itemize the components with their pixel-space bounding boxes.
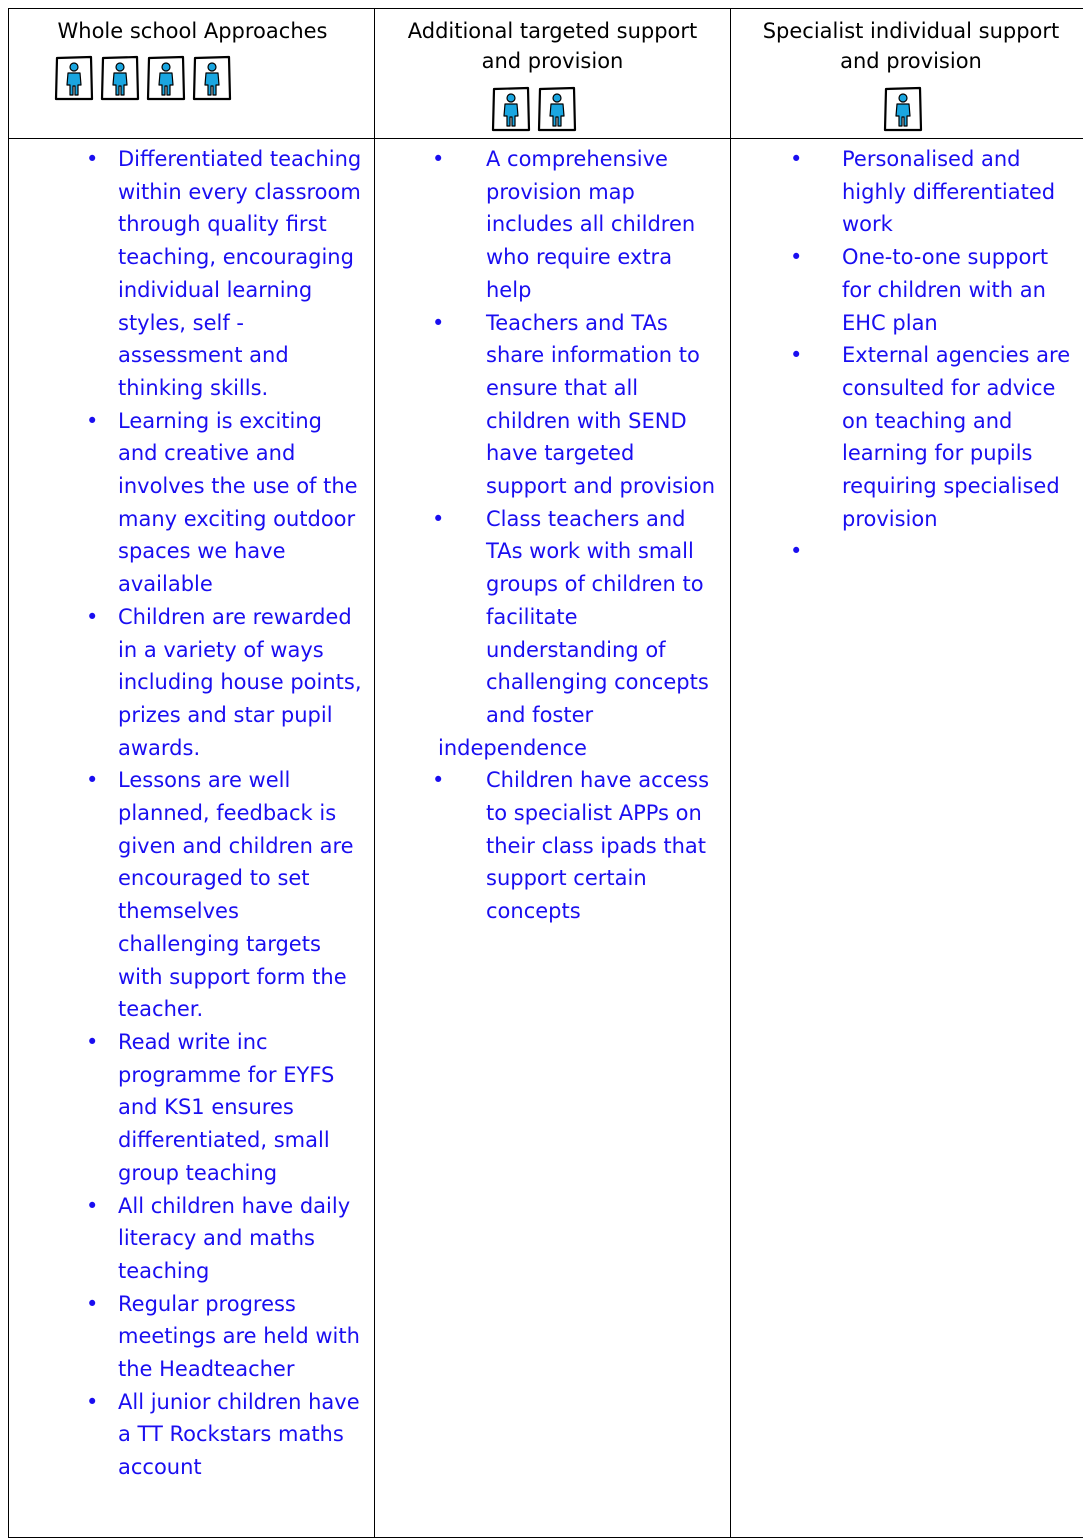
list-item-continuation: independence <box>438 735 587 760</box>
list-item: • All children have daily literacy and maths teaching <box>8 1190 365 1288</box>
list-item: • Read write inc programme for EYFS and KS1 ensures differentiated, small group teaching <box>8 1026 365 1190</box>
list-item: • Class teachers and TAs work with small groups of children to facilitate understanding of challenging concepts and foster <box>376 503 721 732</box>
header-additional-targeted: Additional targeted support and provision <box>407 19 698 73</box>
header-specialist-individual: Specialist individual support and provision <box>762 19 1060 73</box>
person-figure-icon <box>191 55 233 101</box>
person-figure-icon <box>99 55 141 101</box>
list-item: • Teachers and TAs share information to ensure that all children with SEND have targeted support and provision <box>376 307 721 503</box>
person-figure-icon <box>53 55 95 101</box>
list-item: • Learning is exciting and creative and involves the use of the many exciting outdoor spaces we have available <box>8 405 365 601</box>
list-item: • One-to-one support for children with an EHC plan <box>732 241 1077 339</box>
column-specialist-individual <box>732 143 1077 568</box>
list-item: • External agencies are consulted for advice on teaching and learning for pupils requiring specialised provision <box>732 339 1077 535</box>
list-item: • Regular progress meetings are held with the Headteacher <box>8 1288 365 1386</box>
column-divider-1 <box>374 8 375 1538</box>
figure-group-specialist <box>882 86 924 132</box>
list-item: • Differentiated teaching within every classroom through quality first teaching, encouraging individual learning styles, self - assessment and thinking skills. <box>8 143 365 405</box>
person-figure-icon <box>882 86 924 132</box>
list-item: • Children are rewarded in a variety of ways including house points, prizes and star pupil awards. <box>8 601 365 765</box>
list-item-empty <box>732 535 1077 568</box>
column-additional-targeted <box>376 143 721 928</box>
person-figure-icon <box>536 86 578 132</box>
column-whole-school <box>8 143 365 1484</box>
list-item: • All junior children have a TT Rockstars maths account <box>8 1386 365 1484</box>
figure-group-additional <box>490 86 578 132</box>
person-figure-icon <box>490 86 532 132</box>
list-item: • A comprehensive provision map includes all children who require extra help <box>376 143 721 307</box>
list-item: • Children have access to specialist APPs on their class ipads that support certain concepts <box>376 764 721 928</box>
figure-group-whole-school <box>53 55 233 101</box>
list-item: • Personalised and highly differentiated work <box>732 143 1077 241</box>
header-whole-school: Whole school Approaches <box>57 19 328 43</box>
list-item: • Lessons are well planned, feedback is given and children are encouraged to set themselves challenging targets with support form the teacher. <box>8 764 365 1026</box>
person-figure-icon <box>145 55 187 101</box>
header-divider <box>8 138 1083 139</box>
column-divider-2 <box>730 8 731 1538</box>
